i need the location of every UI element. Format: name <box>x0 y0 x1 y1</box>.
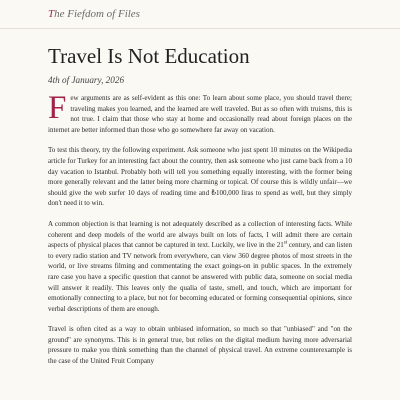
paragraph-4: Travel is often cited as a way to obtain unbiased information, so much so that "unbiased" and "on the ground" are synonyms. This is in general true, but relies on the digital medium having more adversarial pressure to make you think something than the channel of physical travel. An extreme counterexample is the case of the United Fruit Company <box>48 325 352 366</box>
site-title-rest: he Fiefdom of Files <box>54 8 140 20</box>
paragraph-3-text-b: century, and can listen to every radio station and TV network from everywhere, can view 360 degree photos of most streets in the world, or live streams filming and commentating the exact goings-on in public spaces. In the extremely rare case you have a specific question that cannot be answered with public data, someone on social media will answer it readily. This leaves only the qualia of taste, smell, and touch, which are important for emotionally connecting to a place, but not for becoming educated or forming consequential opinions, since verbal descriptions of them are enough. <box>48 241 353 313</box>
article-title: Travel Is Not Education <box>48 44 250 68</box>
paragraph-1 <box>48 90 352 135</box>
paragraph-1-text: ew arguments are as self-evident as this one: To learn about some place, you should travel there; traveling makes you learned, and the learned are well traveled. But as so often with truisms, this is not true. I claim that those who stay at home and occasionally read about foreign places on the internet are better informed than those who go somewhere far away on vacation. <box>48 94 352 134</box>
paragraph-2: To test this theory, try the following experiment. Ask someone who just spent 10 minutes on the Wikipedia article for Turkey for an interesting fact about the country, then ask someone who just came back from a 10 day vacation to Istanbul. Probably both will tell you something equally interesting, with the former being more generally relevant and the latter being more charming or topical. Of course this is wildly unfair—we should give the web surfer 10 days of reading time and ₺100,000 liras to spend as well, but they simply don't need it to win. <box>48 146 352 208</box>
ordinal-superscript: st <box>283 240 288 246</box>
paragraph-3 <box>48 219 352 314</box>
drop-cap: F <box>48 90 67 126</box>
paragraph-3-text-a: A common objection is that learning is not adequately described as a collection of interesting facts. While coherent and deep models of the world are always built on lots of facts, I will admit there are certain aspects of physical places that cannot be captured in text. Luckily, we live in the 21 <box>48 219 352 250</box>
article-date: 4th of January, 2026 <box>48 75 125 85</box>
site-header <box>0 0 400 29</box>
site-title-initial: T <box>48 8 55 20</box>
article <box>0 43 400 367</box>
site-title-link[interactable] <box>48 8 140 20</box>
